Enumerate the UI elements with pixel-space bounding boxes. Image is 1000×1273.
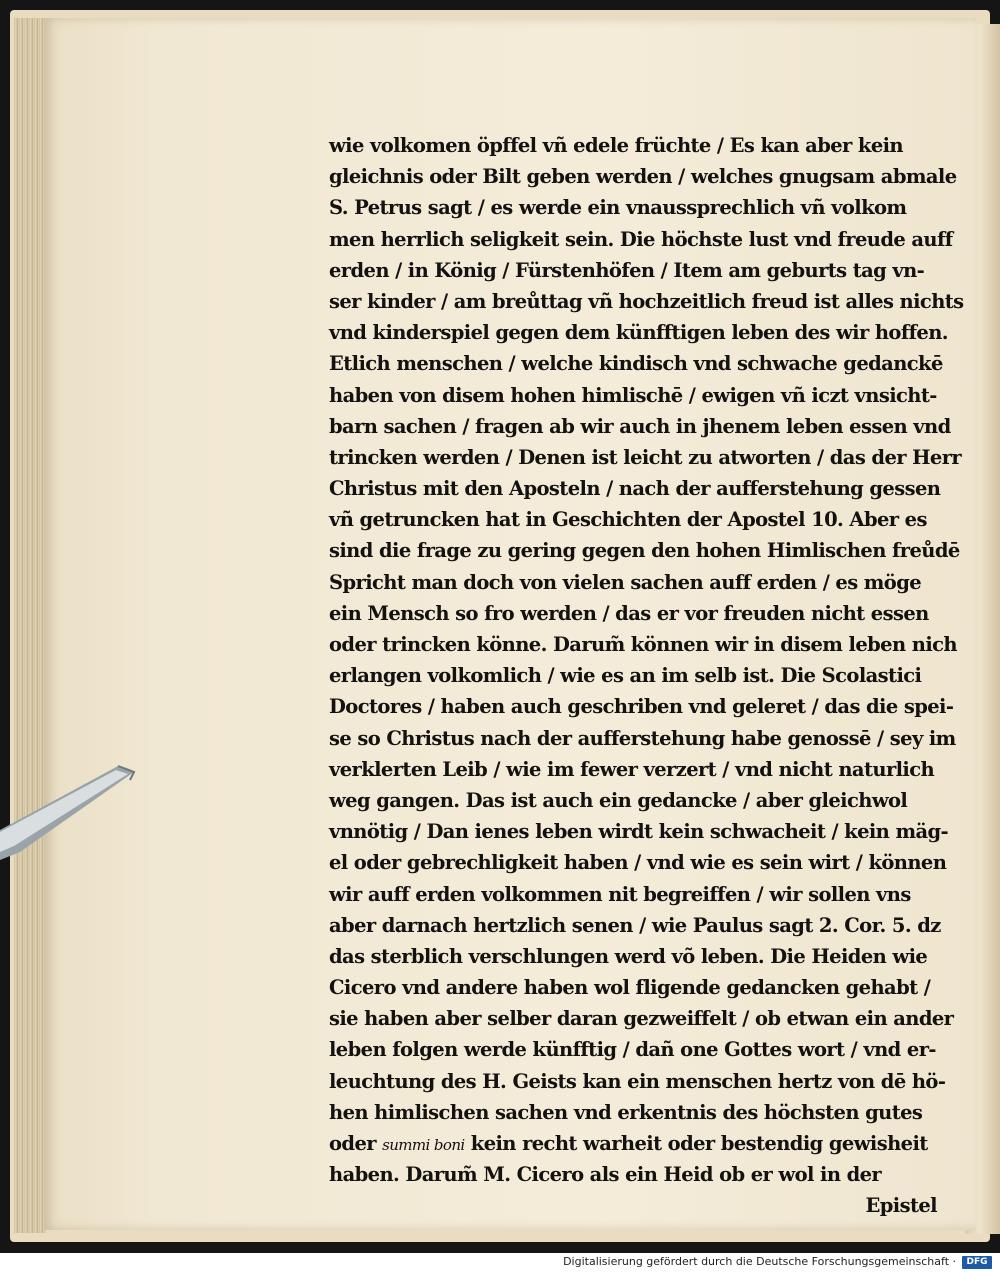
text-line: S. Petrus sagt / es werde ein vnaussprechlich vñ volkom [329, 196, 907, 220]
text-line: vnd kinderspiel gegen dem künfftigen leben des wir hoffen. [329, 321, 948, 345]
text-line: weg gangen. Das ist auch ein gedancke / aber gleichwol [329, 788, 908, 812]
text-line: wir auff erden volkommen nit begreiffen / wir sollen vns [329, 882, 911, 906]
text-line: erlangen volkomlich / wie es an im selb ist. Die Scolastici [329, 664, 922, 688]
text-line: gleichnis oder Bilt geben werden / welches gnugsam abmale [329, 165, 957, 189]
text-line: verklerten Leib / wie im fewer verzert / vnd nicht naturlich [329, 757, 935, 781]
text-line: vnnötig / Dan ienes leben wirdt kein schwacheit / kein mäg- [329, 820, 949, 844]
footer-bar [0, 1253, 1000, 1273]
text-line: haben von disem hohen himlischē / ewigen vñ iczt vnsicht- [329, 383, 937, 407]
page-edges [14, 18, 46, 1233]
text-line: Etlich menschen / welche kindisch vnd schwache gedanckē [329, 352, 943, 376]
text-line: hen himlischen sachen vnd erkentnis des höchsten gutes [329, 1100, 923, 1124]
text-line: Christus mit den Aposteln / nach der aufferstehung gessen [329, 477, 941, 501]
text-line: sie haben aber selber daran gezweiffelt / ob etwan ein ander [329, 1007, 954, 1031]
text-line: leben folgen werde künfftig / dañ one Gottes wort / vnd er- [329, 1038, 936, 1062]
text-line: leuchtung des H. Geists kan ein menschen hertz von dē hö- [329, 1069, 946, 1093]
text-line: barn sachen / fragen ab wir auch in jhenem leben essen vnd [329, 414, 951, 438]
line-segment: kein recht warheit oder bestendig gewisheit [464, 1132, 928, 1155]
text-line: aber darnach hertzlich senen / wie Paulus sagt 2. Cor. 5. dz [329, 913, 941, 937]
text-line: el oder gebrechligkeit haben / vnd wie es sein wirt / können [329, 851, 947, 875]
text-line: das sterblich verschlungen werd võ leben. Die Heiden wie [329, 944, 928, 968]
text-line: ser kinder / am breůttag vñ hochzeitlich freud ist alles nichts [329, 289, 964, 313]
page-clip [0, 760, 140, 880]
text-line: vñ getruncken hat in Geschichten der Apostel 10. Aber es [329, 508, 927, 532]
text-line: wie volkomen öpffel vñ edele früchte / Es kan aber kein [329, 134, 904, 157]
text-line: men herrlich seligkeit sein. Die höchste lust vnd freude auff [329, 227, 953, 251]
page-text [329, 130, 964, 1222]
funding-credit: Digitalisierung gefördert durch die Deutsche Forschungsgemeinschaft · [563, 1255, 956, 1268]
text-line: Cicero vnd andere haben wol fligende gedancken gehabt / [329, 976, 931, 1000]
book-page [44, 18, 976, 1230]
line-segment: oder [329, 1132, 383, 1155]
text-line: trincken werden / Denen ist leicht zu atworten / das der Herr [329, 445, 962, 469]
latin-phrase: summi boni [382, 1136, 465, 1154]
text-line: Spricht man doch von vielen sachen auff erden / es möge [329, 570, 922, 594]
text-line: sind die frage zu gering gegen den hohen Himlischen freůdē [329, 539, 960, 563]
text-line: erden / in König / Fürstenhöfen / Item am geburts tag vn- [329, 258, 925, 282]
dfg-logo: DFG [962, 1256, 992, 1269]
text-line: haben. Darum̃ M. Cicero als ein Heid ob er wol in der [329, 1163, 882, 1187]
text-line: oder trincken könne. Darum̃ können wir in disem leben nich [329, 633, 957, 656]
text-line: se so Christus nach der aufferstehung habe genossē / sey im [329, 726, 956, 750]
catchword: Epistel [865, 1194, 937, 1218]
text-line: ein Mensch so fro werden / das er vor freuden nicht essen [329, 601, 929, 625]
text-line: Doctores / haben auch geschriben vnd geleret / das die spei- [329, 695, 954, 719]
text-line-summi-boni [329, 1128, 939, 1159]
